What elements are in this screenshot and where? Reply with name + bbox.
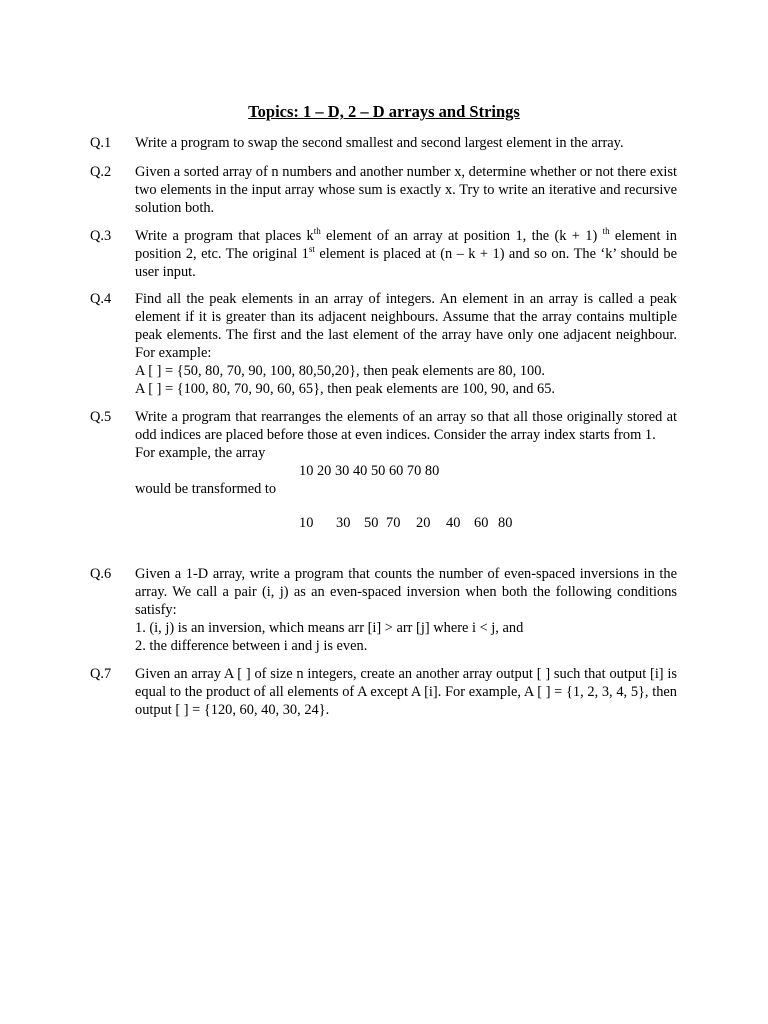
condition-line: 2. the difference between i and j is even. bbox=[135, 638, 368, 654]
page-title: Topics: 1 – D, 2 – D arrays and Strings bbox=[248, 102, 520, 121]
question-number: Q.1 bbox=[90, 135, 112, 151]
question-text: Given an array A [ ] of size n integers, create an another array output [ ] such that output [i] is equal to the product of all elements of A except A [i]. For example, A [ ] = {1, 2, 3, 4, 5}, then output [ ] = {120, 60, 40, 30, 24}. bbox=[135, 666, 677, 718]
question-4 bbox=[90, 290, 680, 398]
question-5 bbox=[90, 408, 680, 532]
question-text: Find all the peak elements in an array of integers. An element in an array is called a peak element if it is greater than its adjacent neighbours. Assume that the array contains multiple peak elements. The first and the last element of the array have only one adjacent neighbour. For example: bbox=[135, 291, 677, 361]
question-number: Q.6 bbox=[90, 566, 112, 582]
array-element: 60 bbox=[474, 515, 489, 531]
array-element: 70 bbox=[386, 515, 401, 531]
question-3 bbox=[90, 227, 680, 281]
question-1 bbox=[90, 134, 680, 152]
array-element: 80 bbox=[498, 515, 513, 531]
superscript: th bbox=[602, 226, 610, 236]
question-text: Given a 1-D array, write a program that counts the number of even-spaced inversions in the array. We call a pair (i, j) as an even-spaced inversion when both the following conditions satisfy: bbox=[135, 566, 677, 618]
example-line: A [ ] = {50, 80, 70, 90, 100, 80,50,20}, then peak elements are 80, 100. bbox=[135, 363, 546, 379]
question-number: Q.2 bbox=[90, 164, 112, 180]
transformed-array bbox=[135, 514, 677, 532]
example-intro: For example, the array bbox=[135, 445, 266, 461]
question-text-part: Write a program that places k bbox=[135, 228, 314, 244]
question-number: Q.5 bbox=[90, 409, 112, 425]
question-number: Q.7 bbox=[90, 666, 112, 682]
original-array: 10 20 30 40 50 60 70 80 bbox=[299, 463, 440, 479]
question-number: Q.3 bbox=[90, 228, 112, 244]
question-number: Q.4 bbox=[90, 291, 112, 307]
question-7 bbox=[90, 665, 680, 719]
superscript: st bbox=[308, 244, 315, 254]
question-text: Given a sorted array of n numbers and another number x, determine whether or not there exist two elements in the input array whose sum is exactly x. Try to write an iterative and recursive solution both. bbox=[135, 164, 677, 216]
array-element: 30 bbox=[336, 515, 351, 531]
array-element: 20 bbox=[416, 515, 431, 531]
superscript: th bbox=[313, 226, 321, 236]
question-text: Write a program to swap the second smallest and second largest element in the array. bbox=[135, 135, 624, 151]
example-line: A [ ] = {100, 80, 70, 90, 60, 65}, then peak elements are 100, 90, and 65. bbox=[135, 381, 555, 397]
question-text-part: element is placed at (n – k + 1) and so on. The ‘k’ should be user input. bbox=[135, 246, 677, 280]
array-element: 10 bbox=[299, 515, 314, 531]
array-element: 50 bbox=[364, 515, 379, 531]
question-6 bbox=[90, 565, 680, 655]
question-text: Write a program that rearranges the elements of an array so that all those originally stored at odd indices are placed before those at even indices. Consider the array index starts from 1. bbox=[135, 409, 677, 443]
question-text bbox=[135, 227, 677, 281]
condition-line: 1. (i, j) is an inversion, which means arr [i] > arr [j] where i < j, and bbox=[135, 620, 524, 636]
array-element: 40 bbox=[446, 515, 461, 531]
transform-text: would be transformed to bbox=[135, 481, 277, 497]
question-2 bbox=[90, 163, 680, 217]
question-text-part: element in position 2, etc. The original 1 bbox=[135, 228, 677, 262]
question-text-part: element of an array at position 1, the (k + 1) bbox=[320, 228, 603, 244]
